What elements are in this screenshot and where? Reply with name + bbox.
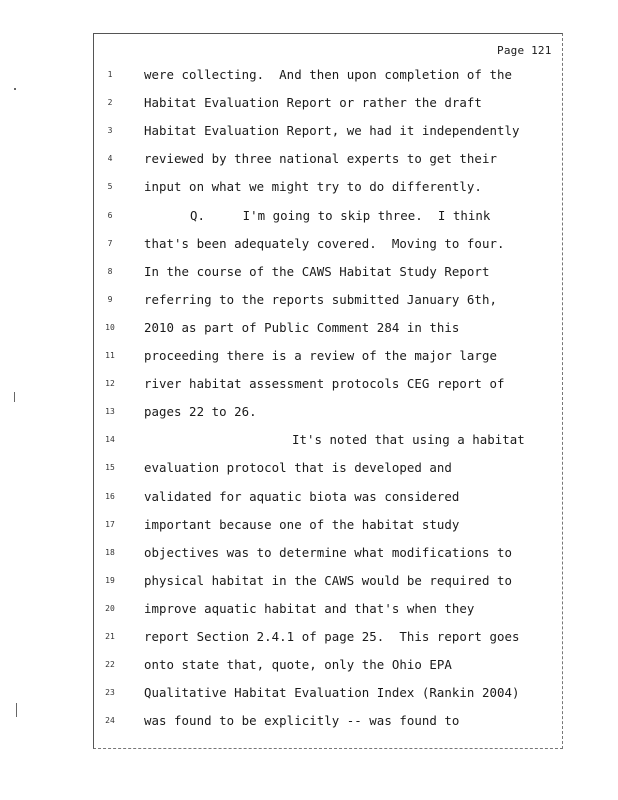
line-number: 22	[105, 660, 115, 670]
transcript-line: referring to the reports submitted January 6th,	[144, 291, 497, 307]
transcript-line: validated for aquatic biota was considered	[144, 488, 460, 504]
transcript-line: physical habitat in the CAWS would be required to	[144, 572, 512, 588]
line-number: 21	[105, 632, 115, 641]
line-number: 4	[107, 154, 113, 164]
line-number: 7	[107, 238, 113, 248]
transcript-line: that's been adequately covered. Moving to four.	[144, 235, 505, 251]
transcript-line: improve aquatic habitat and that's when they	[144, 600, 475, 616]
line-number: 3	[107, 126, 113, 136]
transcript-line: pages 22 to 26.	[144, 404, 257, 420]
transcript-line: Qualitative Habitat Evaluation Index (Rankin 2004)	[144, 685, 520, 701]
line-number: 2	[107, 98, 113, 108]
line-number: 15	[105, 463, 115, 473]
transcript-line: objectives was to determine what modifications to	[144, 544, 512, 560]
transcript-line: river habitat assessment protocols CEG report of	[144, 376, 505, 392]
transcript-line: Q. I'm going to skip three. I think	[190, 207, 491, 223]
transcript-line: were collecting. And then upon completion of the	[144, 67, 512, 82]
scan-speck	[14, 392, 15, 402]
line-number: 17	[105, 519, 115, 529]
line-number: 19	[105, 575, 115, 585]
line-number: 12	[105, 379, 115, 389]
transcript-line: evaluation protocol that is developed and	[144, 460, 452, 476]
transcript-line: was found to be explicitly -- was found to	[144, 713, 460, 729]
transcript-line: report Section 2.4.1 of page 25. This report goes	[144, 629, 520, 644]
line-number: 13	[105, 407, 115, 417]
transcript-line: reviewed by three national experts to get their	[144, 151, 497, 167]
transcript-line: Habitat Evaluation Report, we had it independently	[144, 123, 520, 139]
transcript-line: important because one of the habitat study	[144, 516, 460, 532]
line-number: 20	[105, 603, 115, 613]
transcript-line: onto state that, quote, only the Ohio EPA	[144, 657, 452, 673]
transcript-line: Habitat Evaluation Report or rather the draft	[144, 95, 482, 111]
line-number: 8	[107, 266, 113, 276]
page-number: Page 121	[497, 44, 552, 57]
line-number: 14	[105, 435, 115, 445]
line-number: 11	[105, 351, 115, 360]
transcript-line: In the course of the CAWS Habitat Study Report	[144, 263, 490, 279]
line-number: 10	[105, 322, 115, 332]
line-number: 1	[107, 70, 113, 79]
transcript-line: It's noted that using a habitat	[292, 432, 525, 448]
line-number: 23	[105, 688, 115, 698]
transcript-line: proceeding there is a review of the major large	[144, 348, 497, 363]
scan-speck	[14, 88, 16, 90]
line-number: 24	[105, 716, 115, 726]
line-number: 9	[107, 294, 113, 304]
line-number: 6	[107, 210, 113, 220]
line-number: 16	[105, 491, 115, 501]
line-number: 5	[107, 182, 113, 192]
scan-speck	[16, 703, 17, 717]
transcript-line: 2010 as part of Public Comment 284 in this	[144, 319, 460, 335]
line-number: 18	[105, 547, 115, 557]
transcript-line: input on what we might try to do differently.	[144, 179, 482, 195]
